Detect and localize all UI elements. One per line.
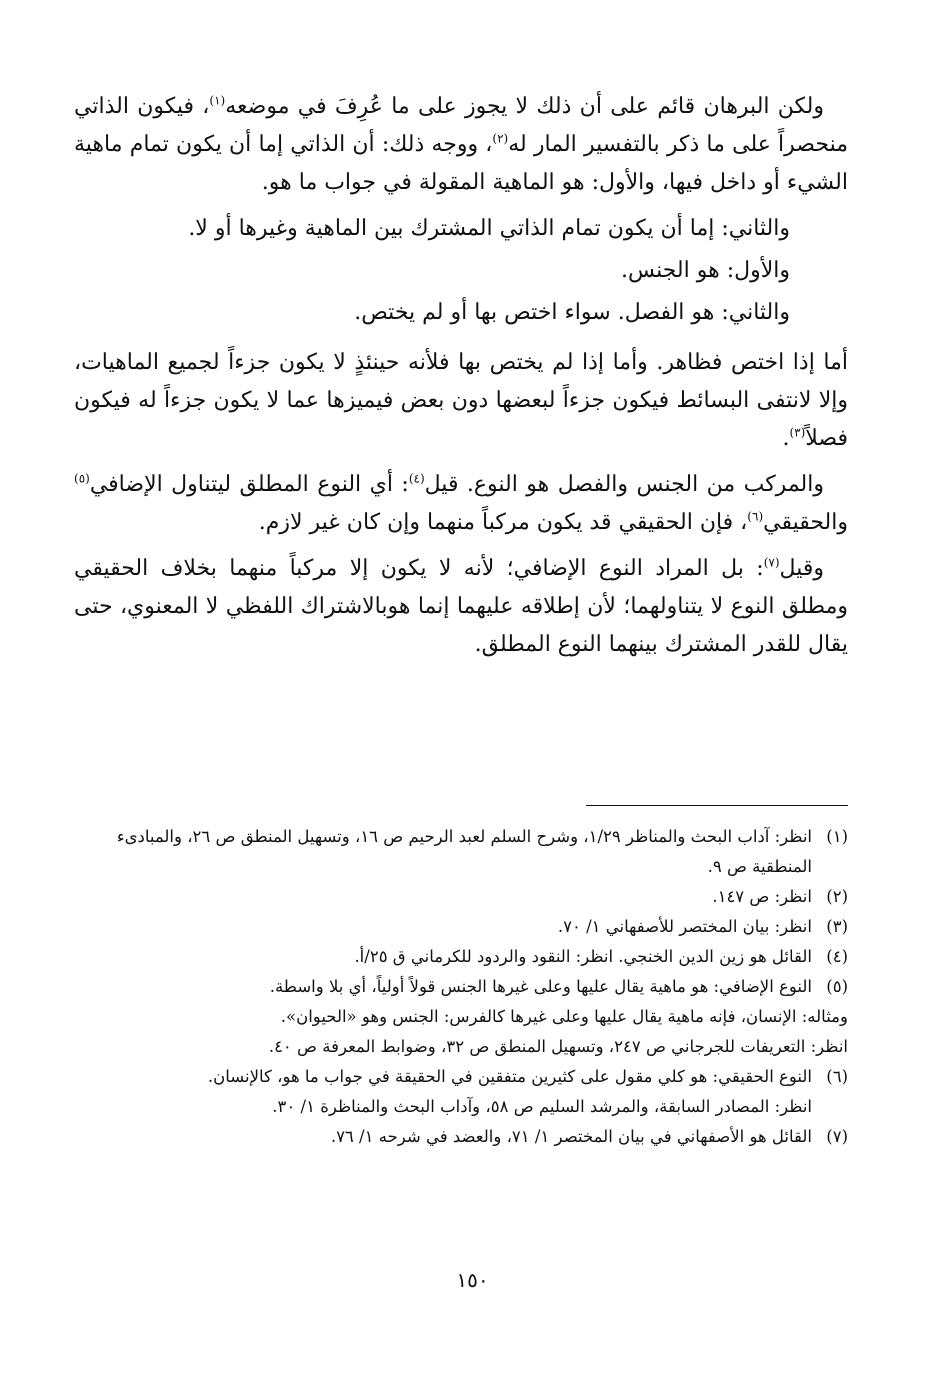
classification-line: والثاني: هو الفصل. سواء اختص بها أو لم يختص.: [354, 300, 790, 325]
footnote-line: النوع الحقيقي: هو كلي مقول على كثيرين متفقين في الحقيقة في جواب ما هو، كالإنسان.: [207, 1067, 812, 1086]
footnote-line: انظر: بيان المختصر للأصفهاني ١/ ٧٠.: [557, 917, 812, 936]
footnote-5: [74, 972, 848, 1002]
footnote-line: انظر: التعريفات للجرجاني ص ٢٤٧، وتسهيل المنطق ص ٣٢، وضوابط المعرفة ص ٤٠.: [268, 1037, 848, 1056]
paragraph-4-text-b: : بل المراد النوع الإضافي؛ لأنه لا يكون إلا مركباً منهما بخلاف الحقيقي ومطلق النوع لا يتناولهما؛ لأن إطلاقه عليهما إنما هوبالاشتراك اللفظي لا المعنوي، حتى يقال للقدر المشترك بينهما النوع المطلق.: [74, 556, 848, 657]
footnote-ref-3: (٣): [789, 425, 806, 440]
footnote-text: [74, 882, 812, 912]
footnote-number: (٤): [826, 947, 848, 966]
paragraph-1-text-c: ، ووجه ذلك: أن الذاتي إما أن يكون تمام ماهية الشيء أو داخل فيها، والأول: هو الماهية المقولة في جواب ما هو.: [74, 132, 848, 195]
footnote-divider: [586, 805, 848, 806]
footnote-ref-7: (٧): [763, 555, 780, 570]
main-text: [74, 88, 848, 664]
footnote-3: [74, 912, 848, 942]
footnote-ref-1: (١): [209, 93, 226, 108]
footnote-line: انظر: المصادر السابقة، والمرشد السليم ص ٥٨، وآداب البحث والمناظرة ١/ ٣٠.: [272, 1097, 812, 1116]
footnote-text: [74, 972, 812, 1002]
footnote-5-continuation: [74, 1002, 848, 1062]
classification-list: [74, 208, 848, 334]
paragraph-2-text: أما إذا اختص فظاهر. وأما إذا لم يختص بها فلأنه حينئذٍ لا يكون جزءاً لجميع الماهيات، وإلا لانتفى البسائط فيكون جزءاً لبعضها دون بعض فيميزها عما لا يكون جزءاً له فيكون فصلاً: [74, 350, 848, 451]
paragraph-4: [74, 550, 848, 664]
footnote-ref-2: (٢): [492, 131, 509, 146]
footnote-number: (٢): [826, 887, 848, 906]
footnote-line: النوع الإضافي: هو ماهية يقال عليها وعلى غيرها الجنس قولاً أولياً، أي بلا واسطة.: [269, 977, 812, 996]
footnote-number: (٥): [826, 977, 848, 996]
paragraph-1: [74, 88, 848, 202]
footnote-number: (٦): [826, 1067, 848, 1086]
footnote-6: [74, 1062, 848, 1122]
footnote-4: [74, 942, 848, 972]
paragraph-2-end: .: [782, 426, 790, 451]
paragraph-3-text-c: والحقيقي: [763, 510, 848, 535]
page-number: ١٥٠: [456, 1268, 489, 1292]
footnote-text: [74, 1062, 812, 1122]
classification-line: والثاني: إما أن يكون تمام الذاتي المشترك بين الماهية وغيرها أو لا.: [188, 216, 790, 241]
paragraph-3-text-a: والمركب من الجنس والفصل هو النوع. قيل: [424, 472, 824, 497]
footnote-text: [74, 1122, 812, 1152]
footnote-line: ومثاله: الإنسان، فإنه ماهية يقال عليها وعلى غيرها كالفرس: الجنس وهو «الحيوان».: [280, 1007, 848, 1026]
footnote-text: [74, 912, 812, 942]
footnote-number: (٣): [826, 917, 848, 936]
footnote-line: انظر: آداب البحث والمناظر ١/٢٩، وشرح السلم لعبد الرحيم ص ١٦، وتسهيل المنطق ص ٢٦، والمبادىء المنطقية ص ٩.: [116, 827, 812, 876]
footnote-line: القائل هو الأصفهاني في بيان المختصر ١/ ٧١، والعضد في شرحه ١/ ٧٦.: [330, 1127, 812, 1146]
footnote-ref-4: (٤): [408, 471, 425, 486]
footnote-2: [74, 882, 848, 912]
classification-line: والأول: هو الجنس.: [621, 258, 790, 283]
paragraph-3-text-d: ، فإن الحقيقي قد يكون مركباً منهما وإن كان غير لازم.: [258, 510, 748, 535]
paragraph-1-text-a: ولكن البرهان قائم على أن ذلك لا يجوز على ما عُرِفَ في موضعه: [225, 94, 824, 119]
footnote-ref-6: (٦): [747, 509, 764, 524]
footnotes: [74, 822, 848, 1152]
paragraph-4-text-a: وقيل: [779, 556, 824, 581]
footnote-line: القائل هو زين الدين الخنجي. انظر: النقود والردود للكرماني ق ٢٥/أ.: [354, 947, 812, 966]
footnote-number: (١): [826, 827, 848, 846]
paragraph-1-text-b: ، فيكون الذاتي منحصراً على ما ذكر بالتفسير المار له: [74, 94, 848, 157]
paragraph-3: [74, 466, 848, 542]
paragraph-2: [74, 344, 848, 458]
footnote-7: [74, 1122, 848, 1152]
paragraph-3-text-b: : أي النوع المطلق ليتناول الإضافي: [89, 472, 409, 497]
footnote-line: انظر: ص ١٤٧.: [712, 887, 812, 906]
footnote-text: [74, 822, 812, 882]
footnote-ref-5: (٥): [74, 471, 90, 486]
footnote-1: [74, 822, 848, 882]
footnote-text: [74, 1002, 848, 1062]
footnote-number: (٧): [826, 1127, 848, 1146]
footnote-text: [74, 942, 812, 972]
